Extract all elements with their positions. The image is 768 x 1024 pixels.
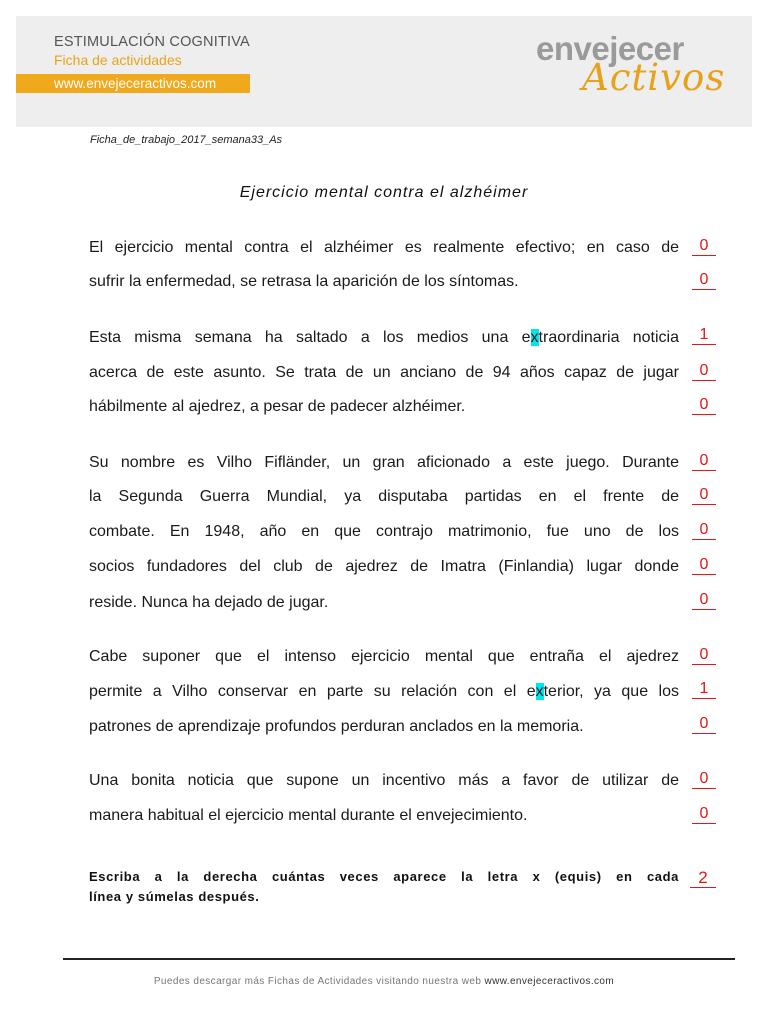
- answer-count: 1: [692, 680, 716, 699]
- text-segment: terior, ya que los: [543, 683, 679, 700]
- text-line: reside. Nunca ha dejado de jugar.: [89, 594, 329, 611]
- answer-count: 0: [692, 646, 716, 665]
- footer-divider: [63, 958, 735, 960]
- text-line: manera habitual el ejercicio mental durante el envejecimiento.: [89, 807, 528, 824]
- text-line: combate. En 1948, año en que contrajo matrimonio, fue uno de los: [89, 523, 679, 540]
- answer-count: 0: [692, 271, 716, 290]
- answer-count: 0: [692, 556, 716, 575]
- highlighted-letter: x: [530, 329, 539, 346]
- text-line: Una bonita noticia que supone un incentivo más a favor de utilizar de: [89, 772, 679, 789]
- text-line: hábilmente al ajedrez, a pesar de padecer alzhéimer.: [89, 398, 466, 415]
- answer-count: 0: [692, 396, 716, 415]
- footer-message: Puedes descargar más Fichas de Actividades visitando nuestra web: [153, 976, 485, 987]
- answer-count: 0: [692, 715, 716, 734]
- text-line: Cabe suponer que el intenso ejercicio mental que entraña el ajedrez: [89, 648, 679, 665]
- header-title: ESTIMULACIÓN COGNITIVA: [54, 34, 250, 50]
- footer-link[interactable]: www.envejeceractivos.com: [484, 976, 615, 987]
- text-line: sufrir la enfermedad, se retrasa la aparición de los síntomas.: [89, 273, 519, 290]
- text-segment: traordinaria noticia: [538, 329, 680, 346]
- text-line: [89, 327, 679, 349]
- answer-count: 0: [692, 805, 716, 824]
- text-line: El ejercicio mental contra el alzhéimer es realmente efectivo; en caso de: [89, 239, 679, 256]
- text-line: socios fundadores del club de ajedrez de Imatra (Finlandia) lugar donde: [89, 558, 679, 575]
- text-line: patrones de aprendizaje profundos perduran anclados en la memoria.: [89, 718, 584, 735]
- answer-count: 0: [692, 521, 716, 540]
- logo-top-text: envejecer: [536, 30, 684, 67]
- exercise-title: Ejercicio mental contra el alzhéimer: [239, 184, 529, 201]
- header-url-bar: www.envejeceractivos.com: [16, 74, 250, 93]
- text-line: la Segunda Guerra Mundial, ya disputaba partidas en el frente de: [89, 488, 679, 505]
- footer-text: [0, 976, 768, 987]
- text-line: Su nombre es Vilho Fifländer, un gran aficionado a este juego. Durante: [89, 454, 679, 471]
- header-banner: [16, 16, 752, 127]
- text-segment: Esta misma semana ha saltado a los medios una e: [89, 329, 531, 346]
- logo-bottom-text: Activos: [582, 56, 726, 99]
- instructions-line-1: Escriba a la derecha cuántas veces aparece la letra x (equis) en cada: [89, 869, 679, 884]
- highlighted-letter: x: [535, 683, 544, 700]
- text-segment: permite a Vilho conservar en parte su relación con el e: [89, 683, 536, 700]
- answer-count: 1: [692, 326, 716, 345]
- answer-count: 0: [692, 591, 716, 610]
- text-line: [89, 681, 679, 703]
- answer-count: 0: [692, 362, 716, 381]
- header-subtitle: Ficha de actividades: [54, 52, 182, 68]
- answer-count: 0: [692, 237, 716, 256]
- answer-count: 0: [692, 770, 716, 789]
- document-code: Ficha_de_trabajo_2017_semana33_As: [90, 134, 283, 146]
- text-line: acerca de este asunto. Se trata de un anciano de 94 años capaz de jugar: [89, 364, 679, 381]
- instructions-line-2: línea y súmelas después.: [89, 889, 260, 904]
- answer-count: 0: [692, 486, 716, 505]
- answer-count: 0: [692, 452, 716, 471]
- total-answer: 2: [690, 869, 716, 888]
